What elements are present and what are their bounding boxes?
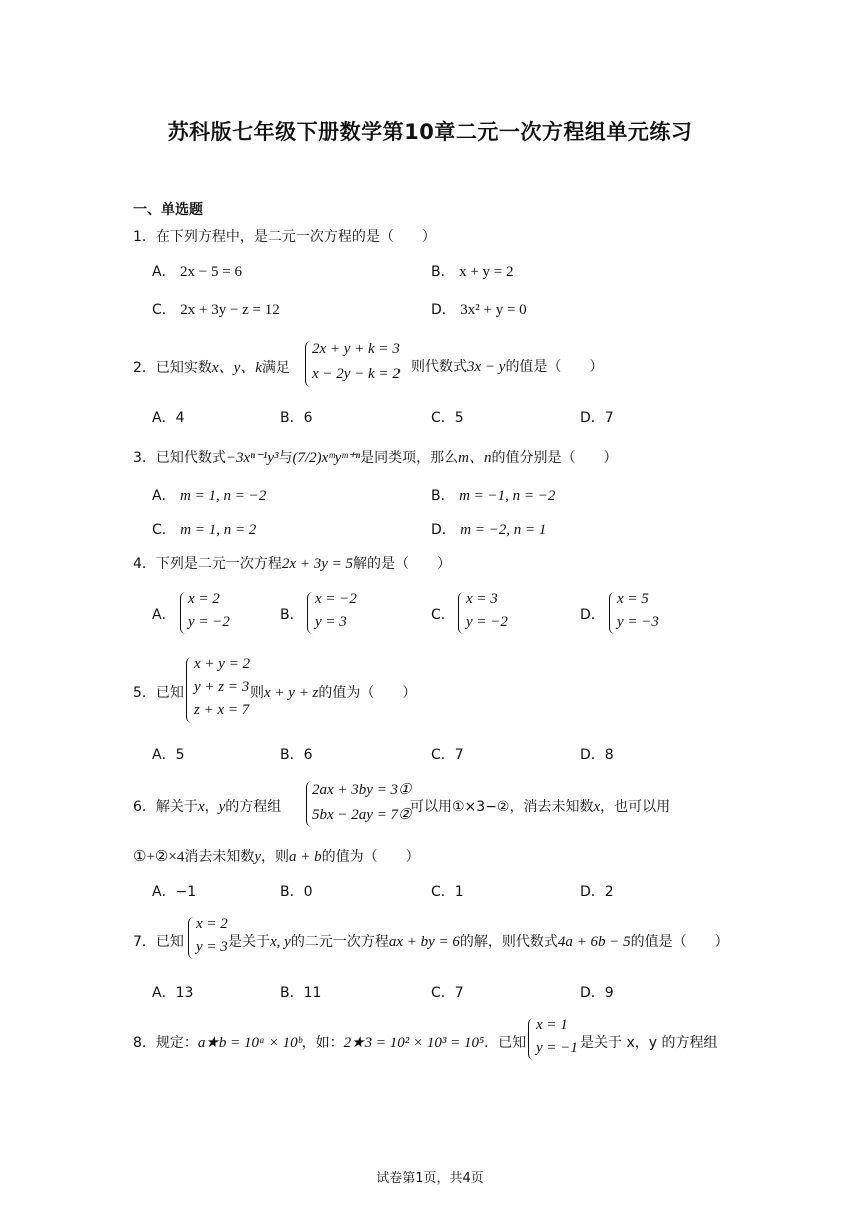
- q2-option-b: B．6: [280, 410, 313, 426]
- q4-option-d-line-2: y = −3: [617, 614, 659, 630]
- question-1-stem: 1．在下列方程中，是二元一次方程的是（ ）: [133, 229, 436, 245]
- q8-equation-1: x = 1: [536, 1017, 568, 1033]
- q6-option-a: A．−1: [152, 884, 197, 900]
- q4-option-b-line-2: y = 3: [315, 614, 347, 630]
- q5-option-b: B．6: [280, 747, 313, 763]
- q3-option-d: D． m = −2, n = 1: [431, 522, 547, 538]
- question-3-stem: 3．已知代数式−3xⁿ⁻¹y³与(7/2)xᵐyᵐ⁺ⁿ是同类项，那么m、n的值分别是（ ）: [133, 450, 618, 466]
- q7-option-c: C．7: [431, 985, 464, 1001]
- q1-option-d: D． 3x² + y = 0: [431, 302, 527, 318]
- q6-option-c: C．1: [431, 884, 464, 900]
- q3-option-b: B． m = −1, n = −2: [431, 488, 556, 504]
- q5-brace: [186, 657, 193, 723]
- q4-option-b-label: B．: [280, 607, 304, 623]
- q4-option-a-line-2: y = −2: [188, 614, 230, 630]
- q7-equation-2: y = 3: [196, 939, 228, 955]
- q4-option-c-line-1: x = 3: [466, 591, 498, 607]
- question-5-pre: 5．已知: [133, 685, 184, 701]
- question-4-stem: 4．下列是二元一次方程2x + 3y = 5解的是（ ）: [133, 556, 451, 572]
- q2-equation-2: x − 2y − k = 2: [312, 366, 400, 382]
- q2-brace: [305, 341, 312, 387]
- q4-option-d-line-1: x = 5: [617, 591, 649, 607]
- q5-option-c: C．7: [431, 747, 464, 763]
- question-7-pre: 7．已知: [133, 934, 184, 950]
- q4-option-b-line-1: x = −2: [315, 591, 357, 607]
- q2-option-a: A．4: [152, 410, 185, 426]
- q5-equation-1: x + y = 2: [194, 656, 251, 672]
- question-5-post: 则x + y + z的值为（ ）: [250, 685, 417, 701]
- q4-option-d-label: D．: [580, 607, 605, 623]
- q7-brace: [188, 917, 195, 959]
- page-title: 苏科版七年级下册数学第10章二元一次方程组单元练习: [167, 120, 693, 144]
- q6-equation-1: 2ax + 3by = 3①: [312, 782, 412, 798]
- q5-option-d: D．8: [580, 747, 614, 763]
- q7-option-a: A．13: [152, 985, 194, 1001]
- question-6-pre: 6．解关于x，y的方程组: [133, 799, 282, 815]
- q1-option-a: A． 2x − 5 = 6: [152, 264, 242, 280]
- q5-equation-3: z + x = 7: [194, 702, 250, 718]
- q1-option-c: C． 2x + 3y − z = 12: [152, 302, 280, 318]
- question-8-pre: 8．规定：a★b = 10ᵃ × 10ᵇ，如：2★3 = 10² × 10³ = 10⁵．已知: [133, 1035, 527, 1051]
- q1-option-b: B． x + y = 2: [431, 264, 514, 280]
- q8-equation-2: y = −1: [536, 1040, 578, 1056]
- q3-option-c: C． m = 1, n = 2: [152, 522, 257, 538]
- question-7-post: 是关于x, y的二元一次方程ax + by = 6的解，则代数式4a + 6b − 5的值是（ ）: [228, 934, 729, 950]
- section-heading: 一、单选题: [133, 202, 203, 218]
- question-2-pre: 2．已知实数x、y、k满足: [133, 360, 290, 376]
- q7-option-d: D．9: [580, 985, 614, 1001]
- q2-option-d: D．7: [580, 410, 614, 426]
- q6-option-b: B．0: [280, 884, 313, 900]
- q4-option-d-brace: [609, 592, 616, 634]
- q4-option-b-brace: [307, 592, 314, 634]
- q2-equation-1: 2x + y + k = 3: [312, 341, 400, 357]
- q6-option-d: D．2: [580, 884, 614, 900]
- q3-option-a: A． m = 1, n = −2: [152, 488, 267, 504]
- q5-option-a: A．5: [152, 747, 185, 763]
- q2-option-c: C．5: [431, 410, 464, 426]
- q4-option-c-label: C．: [431, 607, 455, 623]
- q4-option-a-line-1: x = 2: [188, 591, 220, 607]
- q5-equation-2: y + z = 3: [194, 679, 250, 695]
- question-6-post: 可以用①×3−②，消去未知数x，也可以用: [410, 799, 671, 815]
- q8-brace: [528, 1018, 535, 1060]
- q4-option-a-label: A．: [152, 607, 176, 623]
- q4-option-a-brace: [180, 592, 187, 634]
- q7-option-b: B．11: [280, 985, 322, 1001]
- question-2-post: ，则代数式3x − y的值是（ ）: [397, 359, 604, 375]
- q4-option-c-line-2: y = −2: [466, 614, 508, 630]
- q7-equation-1: x = 2: [196, 916, 228, 932]
- page-footer: 试卷第1页，共4页: [376, 1171, 484, 1186]
- q6-equation-2: 5bx − 2ay = 7②: [312, 807, 412, 823]
- question-6-line-2: ①+②×4消去未知数y，则a + b的值为（ ）: [133, 849, 420, 865]
- question-8-post: 是关于 x，y 的方程组: [580, 1035, 718, 1051]
- q4-option-c-brace: [458, 592, 465, 634]
